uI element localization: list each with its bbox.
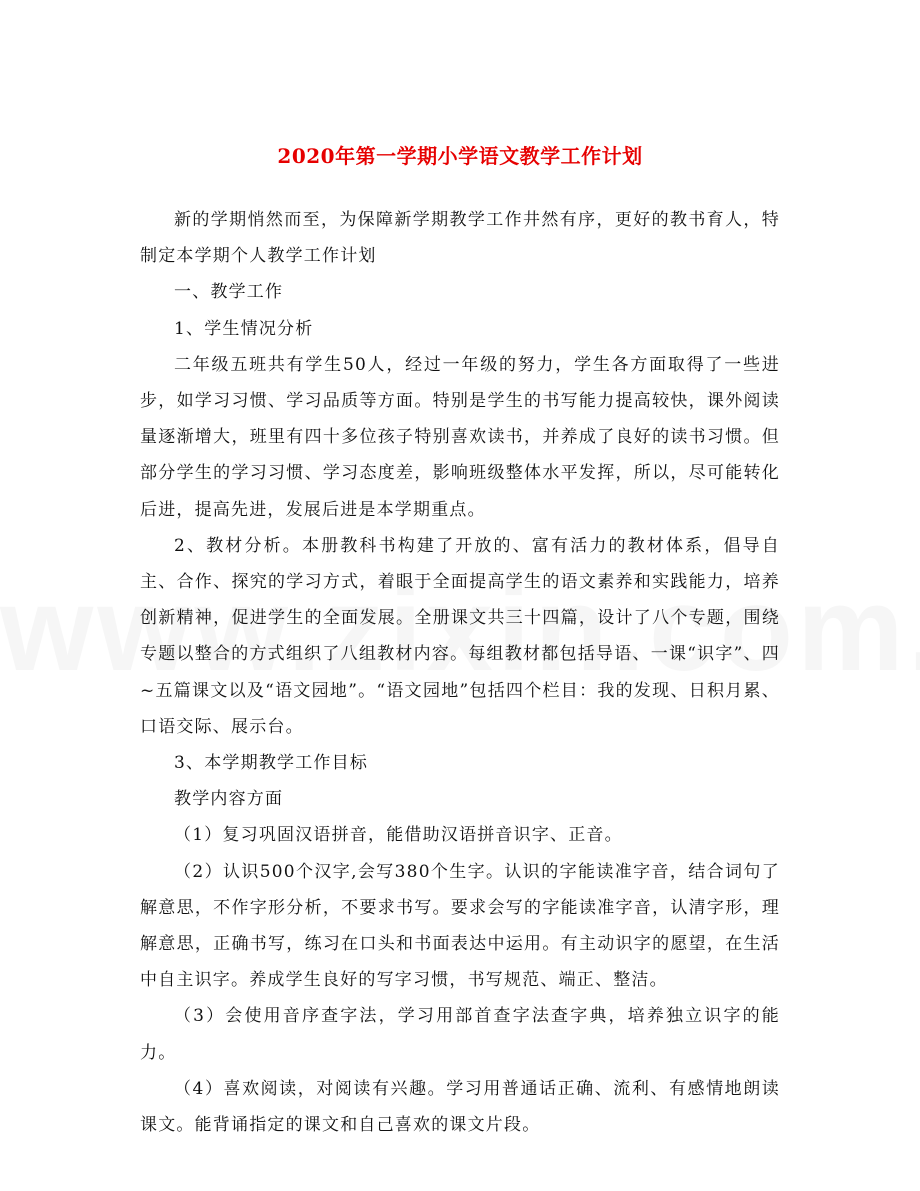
heading-teaching-goals: 3、本学期教学工作目标: [174, 753, 369, 774]
list-item-3: （3）会使用音序查字法，学习用部首查字法查字典，培养独立识字的能力。: [140, 1006, 780, 1063]
heading-student-analysis: 1、学生情况分析: [174, 318, 314, 339]
document-title: 2020年第一学期小学语文教学工作计划: [277, 144, 643, 169]
document-body: [140, 202, 780, 1143]
heading-teaching-content: 教学内容方面: [174, 789, 284, 810]
list-item-2: （2）认识500个汉字,会写380个生字。认识的字能读准字音，结合词句了解意思，不作字形分析，不要求书写。要求会写的字能读准字音，认清字形，理解意思，正确书写，练习在口头和书面表达中运用。有主动识字的愿望，在生活中自主识字。养成学生良好的写字习惯，书写规范、端正、整洁。: [140, 861, 780, 991]
list-item-1: （1）复习巩固汉语拼音，能借助汉语拼音识字、正音。: [174, 825, 623, 846]
paragraph-student-analysis: 二年级五班共有学生50人，经过一年级的努力，学生各方面取得了一些进步，如学习习惯、学习品质等方面。特别是学生的书写能力提高较快，课外阅读量逐渐增大，班里有四十多位孩子特别喜欢读书，并养成了良好的读书习惯。但部分学生的学习习惯、学习态度差，影响班级整体水平发挥，所以，尽可能转化后进，提高先进，发展后进是本学期重点。: [140, 354, 780, 520]
paragraph-intro: 新的学期悄然而至，为保障新学期教学工作井然有序，更好的教书育人，特制定本学期个人教学工作计划: [140, 210, 780, 267]
paragraph-textbook-analysis: 2、教材分析。本册教科书构建了开放的、富有活力的教材体系，倡导自主、合作、探究的学习方式，着眼于全面提高学生的语文素养和实践能力，培养创新精神，促进学生的全面发展。全册课文共三十四篇，设计了八个专题，围绕专题以整合的方式组织了八组教材内容。每组教材都包括导语、一课“识字”、四~五篇课文以及“语文园地”。“语文园地”包括四个栏目：我的发现、日积月累、口语交际、展示台。: [140, 535, 780, 737]
list-item-4: （4）喜欢阅读，对阅读有兴趣。学习用普通话正确、流利、有感情地朗读课文。能背诵指定的课文和自己喜欢的课文片段。: [140, 1078, 780, 1136]
heading-teaching-work: 一、教学工作: [174, 282, 284, 303]
